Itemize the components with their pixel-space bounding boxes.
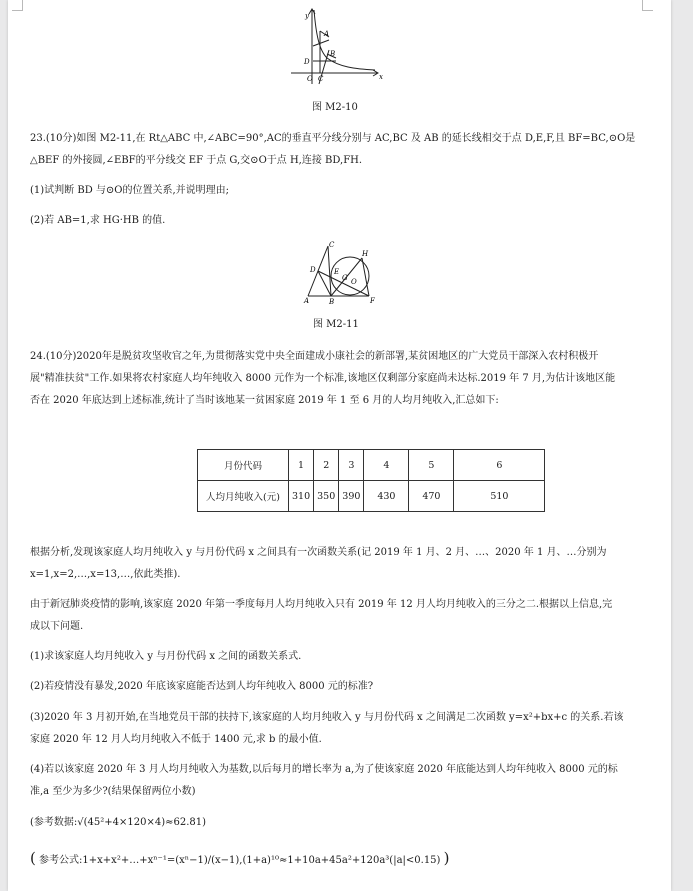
table-cell: 1 — [289, 450, 314, 481]
q24-part-4-line-2: 准,a 至少为多少?(结果保留两位小数) — [30, 786, 196, 797]
table-header-month-code: 月份代码 — [198, 450, 289, 481]
q24-reference-data: (参考数据:√(45²+4×120×4)≈62.81) — [30, 817, 207, 828]
formula-open-paren: ( — [30, 849, 36, 867]
q24-analysis-line-2: x=1,x=2,…,x=13,…,依此类推). — [30, 569, 181, 580]
q24-part-4-line-1: (4)若以该家庭 2020 年 3 月人均月纯收入为基数,以后每月的增长率为 a,为了使该家庭 2020 年底能达到人均年纯收入 8000 元的标 — [30, 764, 618, 775]
q24-reference-formula: 参考公式:1+x+x²+…+xⁿ⁻¹=(xⁿ−1)/(x−1),(1+a)¹⁰≈1+10a+45a²+120a³(|a|<0.15) — [39, 855, 441, 866]
table-cell: 4 — [364, 450, 409, 481]
table-header-income: 人均月纯收入(元) — [198, 481, 289, 512]
q24-part-2: (2)若疫情没有暴发,2020 年底该家庭能否达到人均年纯收入 8000 元的标准? — [30, 681, 374, 692]
figure-m2-10-label-x: x — [379, 73, 383, 81]
figure-m2-11-label-d: D — [310, 266, 316, 274]
table-cell: 3 — [339, 450, 364, 481]
q23-part-1: (1)试判断 BD 与⊙O的位置关系,并说明理由; — [30, 185, 230, 196]
figure-m2-11-caption: 图 M2-11 — [313, 319, 359, 330]
q24-stem-line-2: 展"精准扶贫"工作.如果将农村家庭人均年纯收入 8000 元作为一个标准,该地区仅剩部分家庭尚未达标.2019 年 7 月,为估计该地区能 — [30, 373, 616, 384]
figure-m2-10-label-o: O — [307, 75, 313, 83]
figure-m2-10-label-y: y — [305, 12, 309, 20]
q24-covid-line-2: 成以下问题. — [30, 621, 84, 632]
q24-stem-line-3: 否在 2020 年底达到上述标准,统计了当时该地某一贫困家庭 2019 年 1 至 6 月的人均月纯收入,汇总如下: — [30, 395, 499, 406]
q24-analysis-line-1: 根据分析,发现该家庭人均月纯收入 y 与月份代码 x 之间具有一次函数关系(记 2019 年 1 月、2 月、…、2020 年 1 月、…分别为 — [30, 547, 607, 558]
figure-m2-11-label-b: B — [329, 298, 335, 306]
table-cell: 510 — [454, 481, 545, 512]
table-cell: 5 — [409, 450, 454, 481]
table-cell: 310 — [289, 481, 314, 512]
figure-m2-11-label-o: O — [351, 278, 357, 286]
figure-m2-10-label-a: A — [324, 30, 330, 38]
figure-m2-11-label-e: E — [334, 268, 340, 276]
figure-m2-11-label-h: H — [362, 250, 369, 258]
figure-m2-10-caption: 图 M2-10 — [312, 102, 358, 113]
q24-part-1: (1)求该家庭人均月纯收入 y 与月份代码 x 之间的函数关系式. — [30, 651, 302, 662]
figure-m2-11-label-c: C — [329, 241, 335, 249]
figure-m2-10-label-c: C — [318, 75, 324, 83]
table-row — [198, 481, 545, 512]
q24-part-3-line-1: (3)2020 年 3 月初开始,在当地党员干部的扶持下,该家庭的人均月纯收入 y 与月份代码 x 之间满足二次函数 y=x²+bx+c 的关系.若该 — [30, 712, 624, 723]
figure-m2-10-label-d: D — [304, 58, 310, 66]
q23-part-2: (2)若 AB=1,求 HG·HB 的值. — [30, 215, 166, 226]
figure-m2-11-label-g: G — [342, 274, 348, 282]
q24-part-3-line-2: 家庭 2020 年 12 月人均月纯收入不低于 1400 元,求 b 的最小值. — [30, 734, 322, 745]
table-cell: 6 — [454, 450, 545, 481]
q24-reference-formula-row — [30, 849, 655, 867]
table-cell: 430 — [364, 481, 409, 512]
q23-stem-line-1: 23.(10分)如图 M2-11,在 Rt△ABC 中,∠ABC=90°,AC的垂直平分线分别与 AC,BC 及 AB 的延长线相交于点 D,E,F,且 BF=BC,⊙O是 — [30, 133, 636, 144]
q24-covid-line-1: 由于新冠肺炎疫情的影响,该家庭 2020 年第一季度每月人均月纯收入只有 2019 年 12 月人均月纯收入的三分之二.根据以上信息,完 — [30, 599, 613, 610]
page-corner-mark — [12, 0, 23, 11]
table-cell: 2 — [314, 450, 339, 481]
page-corner-mark — [642, 0, 653, 11]
document-page — [8, 0, 671, 891]
formula-close-paren: ) — [443, 849, 450, 867]
q23-stem-line-2: △BEF 的外接圆,∠EBF的平分线交 EF 于点 G,交⊙O于点 H,连接 BD,FH. — [30, 155, 363, 166]
income-table — [197, 449, 545, 512]
table-cell: 470 — [409, 481, 454, 512]
figure-m2-11 — [296, 240, 386, 308]
table-row — [198, 450, 545, 481]
figure-m2-11-label-f: F — [370, 297, 375, 305]
figure-m2-10 — [283, 4, 393, 92]
table-cell: 350 — [314, 481, 339, 512]
figure-m2-10-label-b: B — [330, 50, 336, 58]
table-cell: 390 — [339, 481, 364, 512]
figure-m2-11-label-a: A — [304, 297, 310, 305]
q24-stem-line-1: 24.(10分)2020年是脱贫攻坚收官之年,为贯彻落实党中央全面建成小康社会的新部署,某贫困地区的广大党员干部深入农村积极开 — [30, 351, 599, 362]
